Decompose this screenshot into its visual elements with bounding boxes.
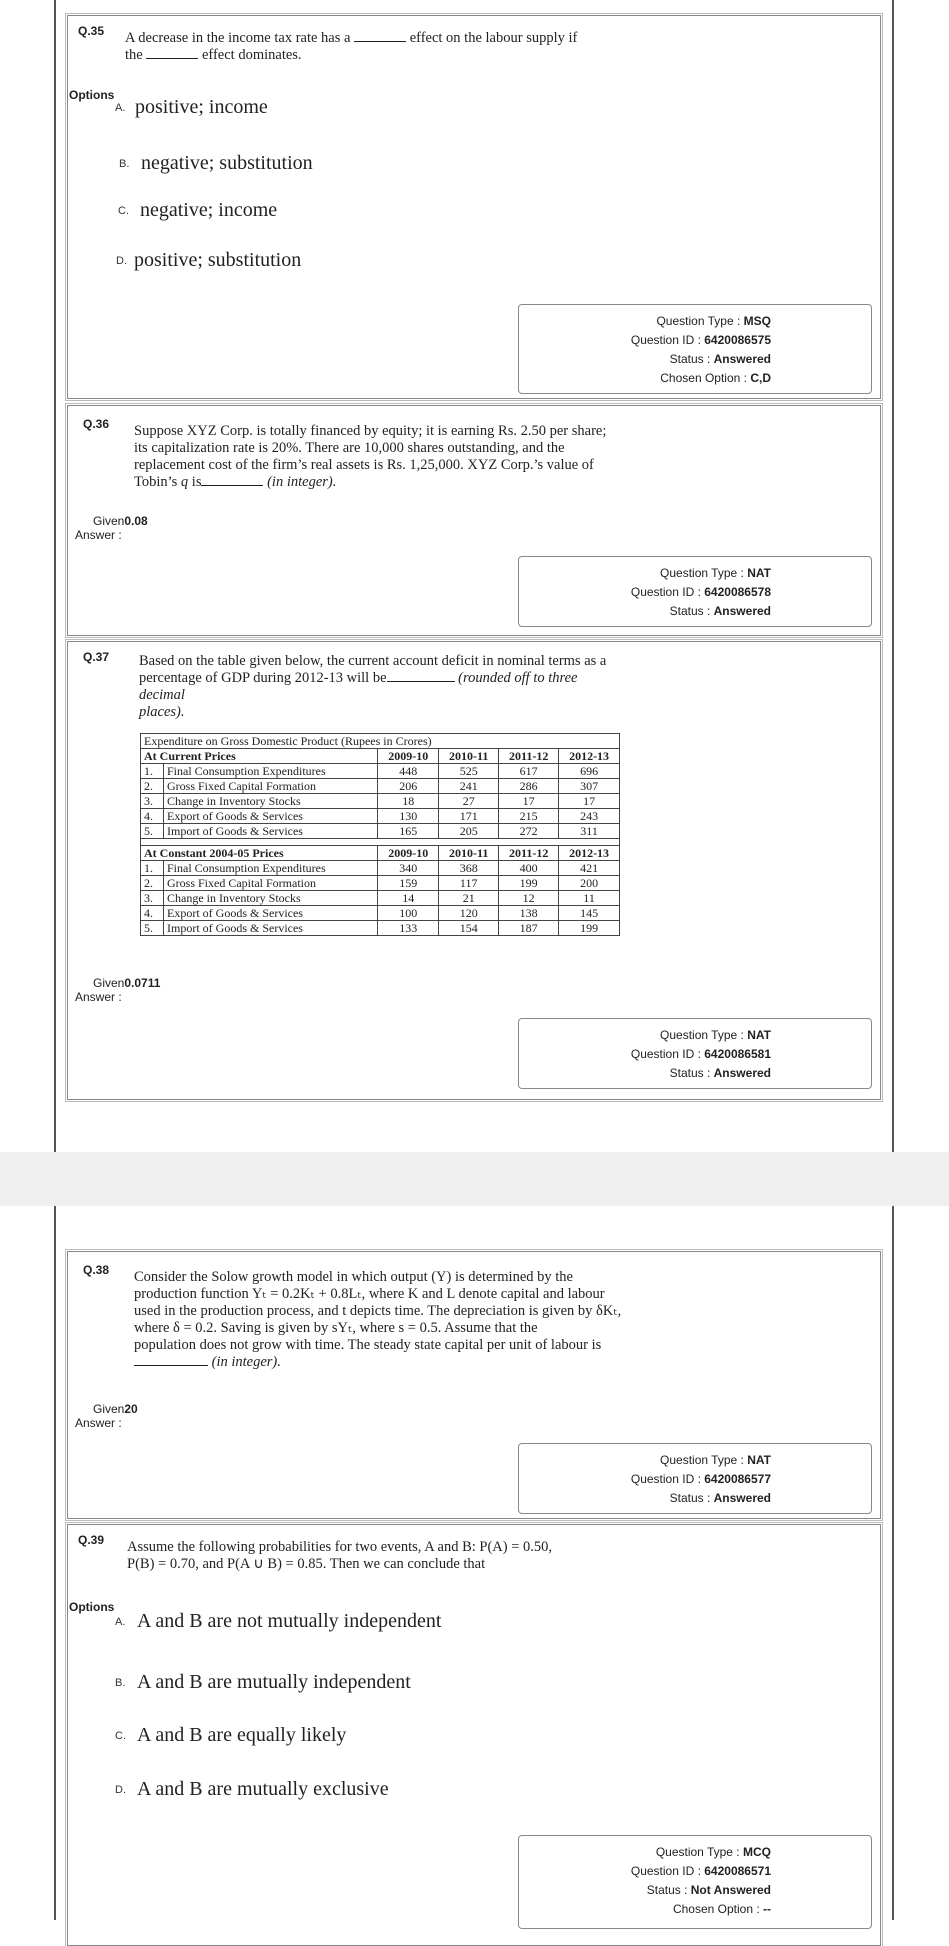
question-text: A decrease in the income tax rate has a effect on the labour supply if the effect dominates. <box>125 30 578 63</box>
question-id: Question ID : 6420086581 <box>630 1047 771 1061</box>
table-year-header: 2009-10 <box>378 749 439 764</box>
option-text: A and B are equally likely <box>137 1724 347 1746</box>
question-status: Status : Answered <box>669 1491 771 1505</box>
answer-label: Answer : <box>75 1416 122 1430</box>
page-right-border <box>892 1206 894 1920</box>
question-number: Q.37 <box>83 650 110 664</box>
question-info-box <box>518 1443 872 1514</box>
page-2 <box>0 1206 949 1920</box>
table-year-header: 2009-10 <box>378 846 439 861</box>
question-info-box <box>518 304 872 394</box>
options-label: Options <box>69 1600 115 1614</box>
table-row: 4. Export of Goods & Services 130 171 215 243 <box>141 809 620 824</box>
option-letter: D. <box>115 1784 126 1796</box>
option-letter: D. <box>116 255 127 267</box>
table-year-header: 2011-12 <box>499 749 559 764</box>
question-number: Q.38 <box>83 1263 110 1277</box>
table-year-header: 2012-13 <box>559 749 620 764</box>
option-letter: B. <box>115 1677 126 1689</box>
option-text: A and B are not mutually independent <box>137 1610 442 1632</box>
question-37-card <box>67 641 881 1100</box>
question-text: Based on the table given below, the current account deficit in nominal terms as a percentage of GDP during 2012-13 will be (rounded off to three decimal places). <box>139 653 607 720</box>
option-letter: A. <box>115 1616 126 1628</box>
answer-label: Answer : <box>75 528 122 542</box>
table-row: 3. Change in Inventory Stocks 18 27 17 17 <box>141 794 620 809</box>
options-label: Options <box>69 88 115 102</box>
table-year-header: 2010-11 <box>439 749 499 764</box>
option-letter: C. <box>115 1730 126 1742</box>
option-letter: C. <box>118 205 129 217</box>
question-id: Question ID : 6420086571 <box>630 1864 771 1878</box>
option-text: negative; income <box>140 199 278 221</box>
question-number: Q.36 <box>83 417 110 431</box>
page-left-border <box>54 1206 56 1920</box>
question-36-card <box>67 405 881 636</box>
given-answer: Given0.0711 <box>93 976 161 990</box>
table-row: 2. Gross Fixed Capital Formation 159 117 199 200 <box>141 876 620 891</box>
page-left-border <box>54 0 56 1152</box>
option-letter: A. <box>115 102 126 114</box>
table-row: 5. Import of Goods & Services 133 154 187 199 <box>141 921 620 936</box>
question-type: Question Type : MCQ <box>655 1845 771 1859</box>
question-id: Question ID : 6420086577 <box>630 1472 771 1486</box>
question-id: Question ID : 6420086578 <box>630 585 771 599</box>
given-answer: Given20 <box>93 1402 138 1416</box>
table-year-header: 2011-12 <box>499 846 559 861</box>
question-39-card <box>67 1524 881 1946</box>
given-answer: Given0.08 <box>93 514 148 528</box>
option-text: A and B are mutually exclusive <box>137 1778 389 1800</box>
table-year-header: 2010-11 <box>439 846 499 861</box>
option-text: negative; substitution <box>141 152 313 174</box>
question-text: Assume the following probabilities for two events, A and B: P(A) = 0.50, P(B) = 0.70, and P(A ∪ B) = 0.85. Then we can conclude that <box>127 1539 553 1572</box>
page-separator <box>0 1152 949 1206</box>
question-status: Status : Not Answered <box>646 1883 771 1897</box>
table-row: 1. Final Consumption Expenditures 340 368 400 421 <box>141 861 620 876</box>
question-type: Question Type : NAT <box>660 1453 771 1467</box>
option-text: A and B are mutually independent <box>137 1671 411 1693</box>
question-status: Status : Answered <box>669 1066 771 1080</box>
chosen-option: Chosen Option : -- <box>672 1902 771 1916</box>
question-text: Suppose XYZ Corp. is totally financed by equity; it is earning Rs. 2.50 per share; its capitalization rate is 20%. There are 10,000 shares outstanding, and the replacement cost of the firm’s real assets is Rs. 1,25,000. XYZ Corp.’s value of Tobin’s q is (in integer). <box>134 423 607 490</box>
question-info-box <box>518 1018 872 1089</box>
question-number: Q.39 <box>78 1533 105 1547</box>
question-35-card <box>67 15 881 399</box>
table-section-heading: At Constant 2004-05 Prices <box>141 846 378 861</box>
question-type: Question Type : NAT <box>660 1028 771 1042</box>
option-text: positive; income <box>135 96 268 118</box>
table-row: 2. Gross Fixed Capital Formation 206 241 286 307 <box>141 779 620 794</box>
answer-label: Answer : <box>75 990 122 1004</box>
table-year-header: 2012-13 <box>559 846 620 861</box>
question-type: Question Type : MSQ <box>656 314 771 328</box>
question-38-card <box>67 1251 881 1519</box>
question-status: Status : Answered <box>669 352 771 366</box>
table-row: 1. Final Consumption Expenditures 448 525 617 696 <box>141 764 620 779</box>
chosen-option: Chosen Option : C,D <box>660 371 771 385</box>
table-row: 3. Change in Inventory Stocks 14 21 12 11 <box>141 891 620 906</box>
table-caption: Expenditure on Gross Domestic Product (Rupees in Crores) <box>141 734 620 749</box>
table-row: 4. Export of Goods & Services 100 120 138 145 <box>141 906 620 921</box>
gdp-table <box>140 733 620 936</box>
page-right-border <box>892 0 894 1152</box>
question-id: Question ID : 6420086575 <box>630 333 771 347</box>
question-info-box <box>518 1835 872 1929</box>
question-text: Consider the Solow growth model in which output (Y) is determined by the production function Yₜ = 0.2Kₜ + 0.8Lₜ, where K and L denote capital and labour used in the production process, and t depicts time. The depreciation is given by δKₜ, where δ = 0.2. Saving is given by sYₜ, where s = 0.5. Assume that the population does not grow with time. The steady state capital per unit of labour is (in integer). <box>134 1269 622 1370</box>
option-text: positive; substitution <box>134 249 302 271</box>
question-info-box <box>518 556 872 627</box>
option-letter: B. <box>119 158 130 170</box>
table-section-heading: At Current Prices <box>141 749 378 764</box>
question-type: Question Type : NAT <box>660 566 771 580</box>
question-status: Status : Answered <box>669 604 771 618</box>
question-number: Q.35 <box>78 24 105 38</box>
table-row: 5. Import of Goods & Services 165 205 272 311 <box>141 824 620 839</box>
